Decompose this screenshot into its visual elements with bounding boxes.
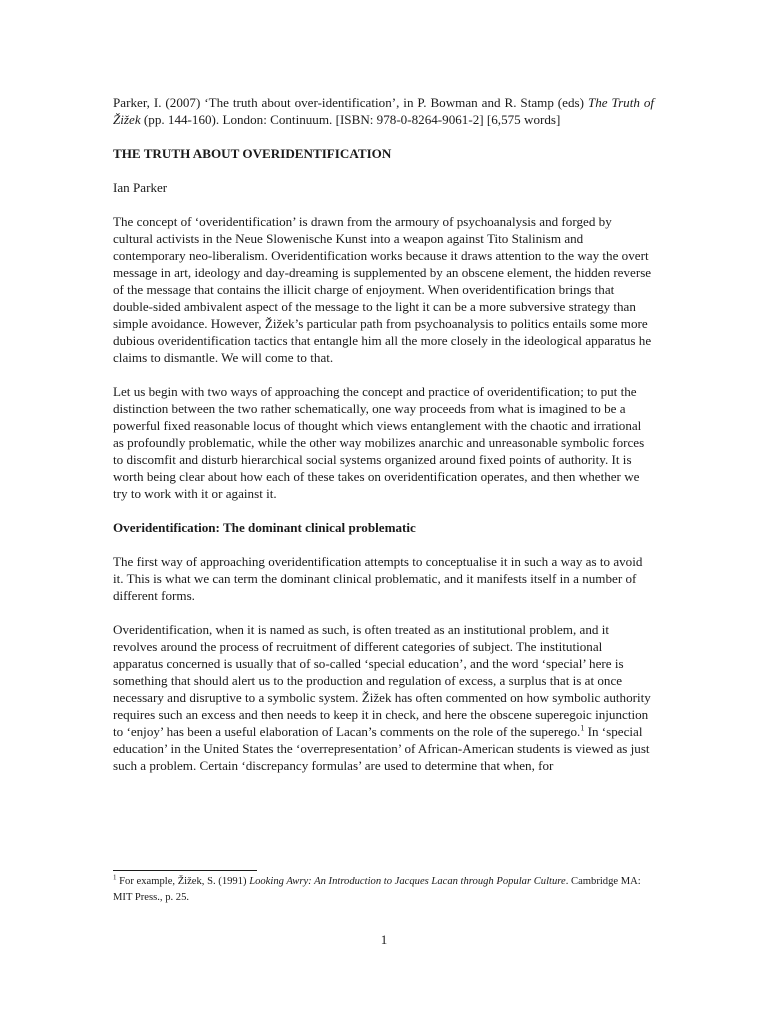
paragraph-4 [113, 621, 654, 774]
footnote-1 [113, 874, 654, 906]
footnote-number: 1 [113, 873, 117, 882]
footnote-lead: For example, Žižek, S. (1991) [116, 876, 250, 887]
author-name: Ian Parker [113, 180, 168, 195]
paragraph-2: Let us begin with two ways of approaching the concept and practice of overidentification; to put the distinction between the two rather schematically, one way proceeds from what is imagined to be a powerful fixed reasonable locus of thought which views entanglement with the chaotic and irrational as profoundly problematic, while the other way mobilizes anarchic and unreasonable symbolic forces to discomfit and disturb hierarchical social systems organized around fixed points of authority. It is worth being clear about how each of these takes on overidentification operates, and then whether we try to work with it or against it. [113, 384, 645, 501]
reference-book-title: The Truth of Žižek [113, 95, 655, 127]
page-number: 1 [380, 932, 388, 947]
footnote-book-title: Looking Awry: An Introduction to Jacques Lacan through Popular Culture [249, 876, 566, 887]
bibliographic-reference [113, 94, 654, 128]
document-body [113, 94, 654, 774]
paragraph-4-text-a: Overidentification, when it is named as such, is often treated as an institutional problem, and it revolves around the process of recruitment of different categories of subject. The institutional apparatus concerned is usually that of so-called ‘special education’, and the word ‘special’ here is something that should alert us to the production and regulation of excess, a surplus that is at once necessary and disruptive to a symbolic system. Žižek has often commented on how symbolic authority requires such an excess and then needs to keep it in check, and here the obscene superegoic injunction to ‘enjoy’ has been a useful elaboration of Lacan’s comments on the role of the superego. [113, 622, 651, 739]
reference-line-2: (pp. 144-160). London: Continuum. [ISBN: 978-0-8264-9061-2] [140, 112, 484, 127]
paragraph-3: The first way of approaching overidentification attempts to conceptualise it in such a way as to avoid it. This is what we can term the dominant clinical problematic, and it manifests itself in a number of different forms. [113, 554, 643, 603]
footnote-marker: 1 [580, 723, 585, 733]
paragraph-1: The concept of ‘overidentification’ is drawn from the armoury of psychoanalysis and forged by cultural activists in the Neue Slowenische Kunst into a weapon against Tito Stalinism and contemporary neo-liberalism. Overidentification works because it draws attention to the way the overt message in art, ideology and day-dreaming is supplemented by an obscene element, the hidden reverse of the message that contains the illicit charge of enjoyment. When overidentification brings that double-sided ambivalent aspect of the message to the light it can be a more subversive strategy than simple avoidance. However, Žižek’s particular path from psychoanalysis to politics entails some more dubious overidentification tactics that entangle him all the more closely in the ideological apparatus he claims to dismantle. We will come to that. [113, 214, 652, 365]
reference-word-count: [6,575 words] [486, 112, 561, 127]
footnote-divider [113, 870, 257, 871]
footnote-publisher: . Cambridge MA: MIT Press., p. 25. [113, 876, 641, 903]
article-title: THE TRUTH ABOUT OVERIDENTIFICATION [113, 146, 392, 161]
paragraph-4-text-b: In ‘special education’ in the United States the ‘overrepresentation’ of African-American students is viewed as just such a problem. Certain ‘discrepancy formulas’ are used to determine that when, for [113, 724, 650, 773]
section-heading: Overidentification: The dominant clinical problematic [113, 520, 416, 535]
reference-line-1: Parker, I. (2007) ‘The truth about over-identification’, in P. Bowman and R. Stamp (eds) [113, 95, 584, 110]
